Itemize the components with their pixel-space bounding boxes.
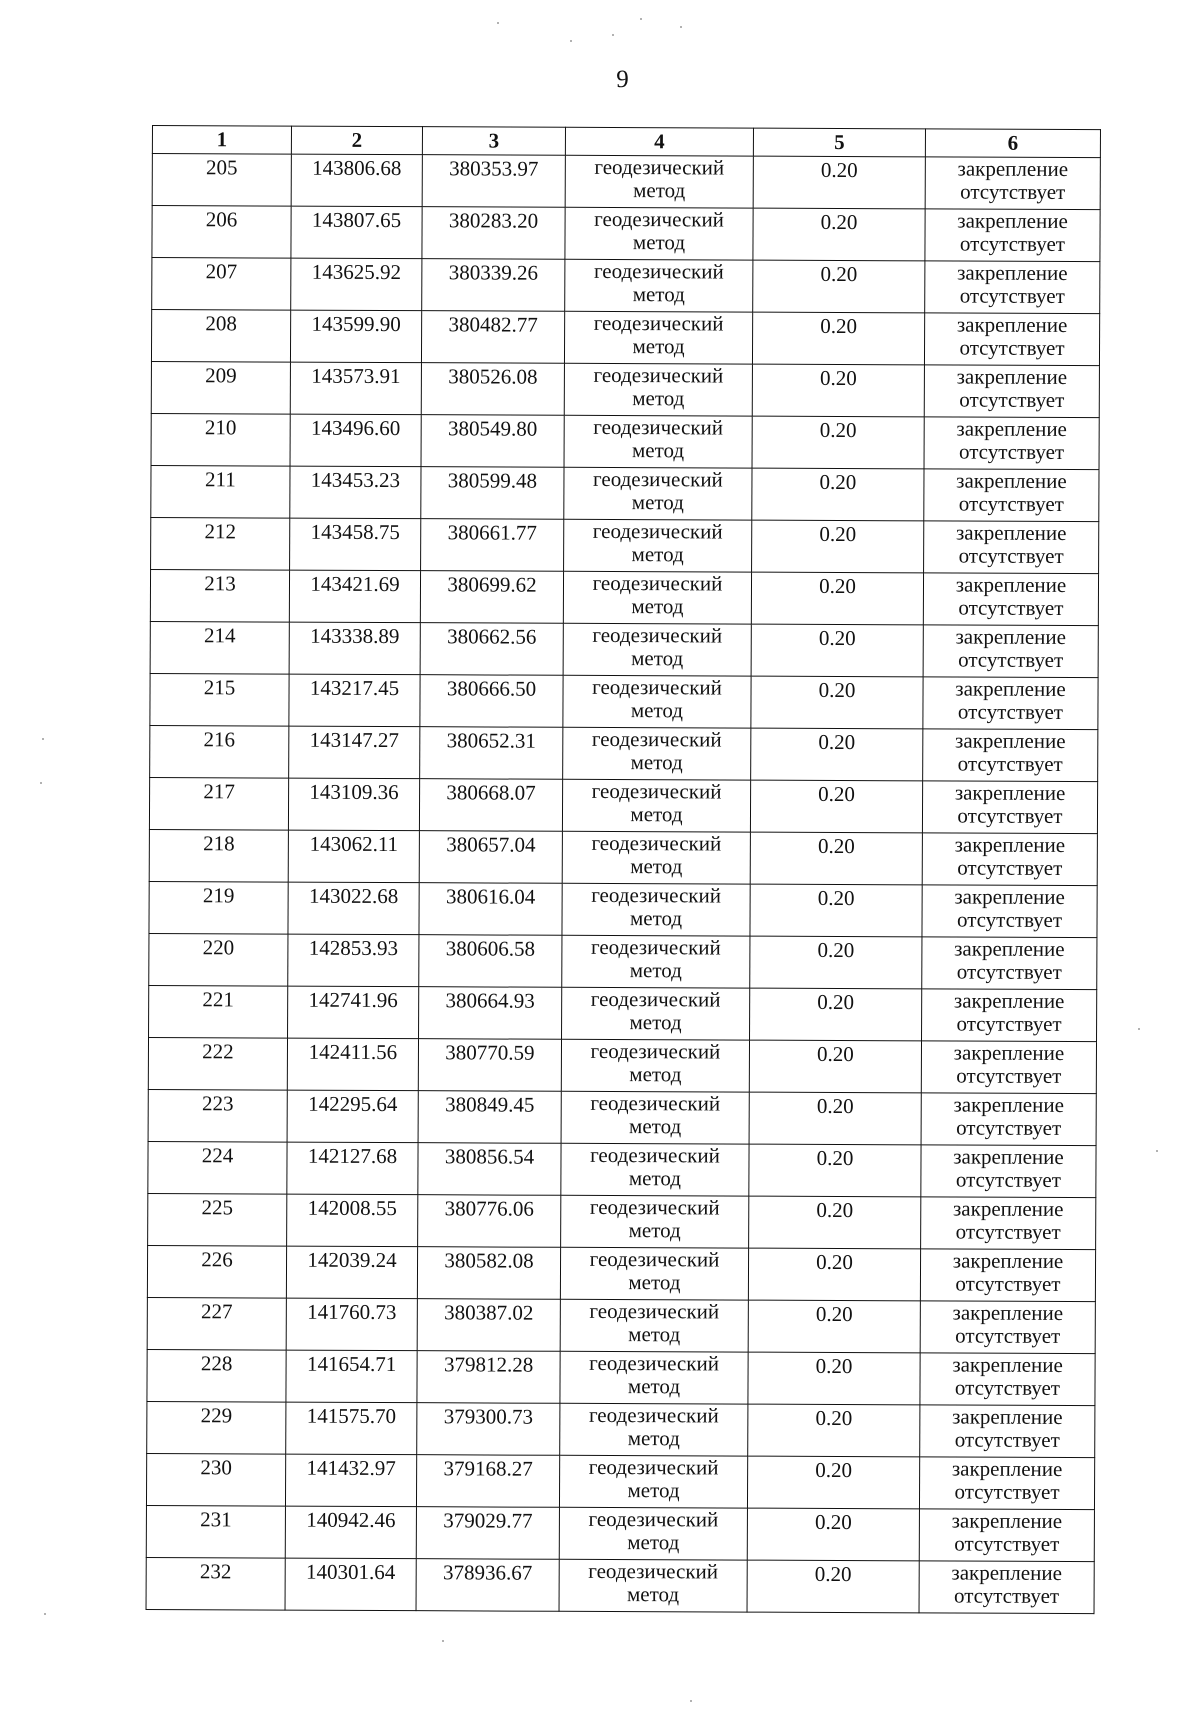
column-header-5: 5 bbox=[753, 128, 925, 157]
coordinate-x-cell: 143806.68 bbox=[291, 154, 422, 207]
method-cell: геодезический метод bbox=[562, 779, 750, 832]
coordinate-y-cell: 380662.56 bbox=[420, 623, 563, 676]
coordinate-y-cell: 380526.08 bbox=[421, 363, 564, 416]
fixing-description-cell: закрепление отсутствует bbox=[919, 1457, 1094, 1510]
point-number-cell: 214 bbox=[150, 621, 289, 674]
fixing-description-cell: закрепление отсутствует bbox=[920, 1301, 1095, 1354]
accuracy-cell: 0.20 bbox=[749, 1144, 921, 1197]
accuracy-cell: 0.20 bbox=[750, 832, 922, 885]
scan-speck bbox=[680, 26, 682, 28]
method-cell: геодезический метод bbox=[559, 1455, 747, 1508]
method-cell: геодезический метод bbox=[562, 883, 750, 936]
table-row bbox=[146, 1557, 1094, 1613]
method-cell: геодезический метод bbox=[564, 519, 752, 572]
coordinate-x-cell: 143807.65 bbox=[291, 206, 422, 259]
table-row bbox=[147, 1297, 1095, 1353]
coordinate-x-cell: 142127.68 bbox=[287, 1142, 418, 1195]
scan-speck bbox=[442, 1640, 444, 1642]
accuracy-cell: 0.20 bbox=[752, 520, 924, 573]
fixing-description-cell: закрепление отсутствует bbox=[919, 1561, 1094, 1614]
fixing-description-cell: закрепление отсутствует bbox=[925, 261, 1100, 314]
table-body bbox=[146, 154, 1100, 1614]
column-header-3: 3 bbox=[422, 127, 565, 156]
accuracy-cell: 0.20 bbox=[747, 1508, 919, 1561]
accuracy-cell: 0.20 bbox=[751, 728, 923, 781]
method-cell: геодезический метод bbox=[563, 571, 751, 624]
coordinate-x-cell: 143453.23 bbox=[290, 466, 421, 519]
table-row bbox=[150, 621, 1098, 677]
point-number-cell: 216 bbox=[150, 725, 289, 778]
method-cell: геодезический метод bbox=[564, 467, 752, 520]
coordinate-y-cell: 378936.67 bbox=[416, 1559, 559, 1612]
coordinate-y-cell: 380353.97 bbox=[422, 155, 565, 208]
accuracy-cell: 0.20 bbox=[751, 624, 923, 677]
table-row bbox=[151, 465, 1099, 521]
method-cell: геодезический метод bbox=[560, 1247, 748, 1300]
accuracy-cell: 0.20 bbox=[751, 676, 923, 729]
method-cell: геодезический метод bbox=[562, 935, 750, 988]
method-cell: геодезический метод bbox=[560, 1403, 748, 1456]
coordinate-x-cell: 141654.71 bbox=[286, 1350, 417, 1403]
method-cell: геодезический метод bbox=[563, 727, 751, 780]
accuracy-cell: 0.20 bbox=[750, 936, 922, 989]
point-number-cell: 206 bbox=[152, 206, 291, 259]
accuracy-cell: 0.20 bbox=[752, 312, 924, 365]
fixing-description-cell: закрепление отсутствует bbox=[922, 833, 1097, 886]
point-number-cell: 218 bbox=[149, 829, 288, 882]
fixing-description-cell: закрепление отсутствует bbox=[924, 365, 1099, 418]
coordinate-x-cell: 143573.91 bbox=[290, 362, 421, 415]
column-header-1: 1 bbox=[152, 126, 291, 155]
point-number-cell: 219 bbox=[149, 881, 288, 934]
method-cell: геодезический метод bbox=[561, 1039, 749, 1092]
table-row bbox=[148, 1037, 1096, 1093]
fixing-description-cell: закрепление отсутствует bbox=[920, 1249, 1095, 1302]
table-row bbox=[151, 361, 1099, 417]
fixing-description-cell: закрепление отсутствует bbox=[923, 625, 1098, 678]
method-cell: геодезический метод bbox=[564, 311, 752, 364]
method-cell: геодезический метод bbox=[565, 155, 753, 208]
coordinate-y-cell: 380776.06 bbox=[418, 1195, 561, 1248]
point-number-cell: 220 bbox=[149, 933, 288, 986]
coordinate-y-cell: 380482.77 bbox=[421, 311, 564, 364]
table-row bbox=[151, 310, 1099, 366]
fixing-description-cell: закрепление отсутствует bbox=[922, 937, 1097, 990]
coordinate-x-cell: 141432.97 bbox=[285, 1454, 416, 1507]
accuracy-cell: 0.20 bbox=[749, 1092, 921, 1145]
point-number-cell: 212 bbox=[151, 517, 290, 570]
accuracy-cell: 0.20 bbox=[748, 1404, 920, 1457]
coordinate-x-cell: 143599.90 bbox=[290, 310, 421, 363]
table-row bbox=[151, 517, 1099, 573]
method-cell: геодезический метод bbox=[559, 1507, 747, 1560]
method-cell: геодезический метод bbox=[565, 207, 753, 260]
accuracy-cell: 0.20 bbox=[751, 572, 923, 625]
method-cell: геодезический метод bbox=[564, 415, 752, 468]
fixing-description-cell: закрепление отсутствует bbox=[919, 1509, 1094, 1562]
table-row bbox=[149, 985, 1097, 1041]
method-cell: геодезический метод bbox=[561, 1143, 749, 1196]
table-header-row bbox=[152, 126, 1100, 158]
coordinate-y-cell: 379300.73 bbox=[417, 1403, 560, 1456]
fixing-description-cell: закрепление отсутствует bbox=[923, 573, 1098, 626]
point-number-cell: 209 bbox=[151, 361, 290, 414]
method-cell: геодезический метод bbox=[560, 1351, 748, 1404]
coordinate-y-cell: 380856.54 bbox=[418, 1143, 561, 1196]
coordinate-y-cell: 380668.07 bbox=[419, 779, 562, 832]
point-number-cell: 223 bbox=[148, 1089, 287, 1142]
column-header-2: 2 bbox=[291, 126, 422, 155]
coordinate-x-cell: 142411.56 bbox=[287, 1038, 418, 1091]
point-number-cell: 213 bbox=[150, 569, 289, 622]
table-row bbox=[146, 1505, 1094, 1561]
coordinate-y-cell: 380657.04 bbox=[419, 831, 562, 884]
accuracy-cell: 0.20 bbox=[747, 1560, 919, 1613]
scan-speck bbox=[570, 40, 572, 42]
coordinate-x-cell: 143496.60 bbox=[290, 414, 421, 467]
method-cell: геодезический метод bbox=[560, 1299, 748, 1352]
coordinate-y-cell: 380616.04 bbox=[419, 883, 562, 936]
point-number-cell: 224 bbox=[148, 1141, 287, 1194]
coordinate-y-cell: 380666.50 bbox=[420, 675, 563, 728]
table-row bbox=[147, 1349, 1095, 1405]
table-row bbox=[149, 933, 1097, 989]
coordinate-y-cell: 380849.45 bbox=[418, 1091, 561, 1144]
table-row bbox=[149, 829, 1097, 885]
coordinate-x-cell: 143458.75 bbox=[290, 518, 421, 571]
method-cell: геодезический метод bbox=[561, 1195, 749, 1248]
table-row bbox=[150, 725, 1098, 781]
coordinate-x-cell: 142039.24 bbox=[286, 1246, 417, 1299]
fixing-description-cell: закрепление отсутствует bbox=[920, 1405, 1095, 1458]
point-number-cell: 210 bbox=[151, 413, 290, 466]
table-row bbox=[146, 1453, 1094, 1509]
coordinate-y-cell: 380387.02 bbox=[417, 1299, 560, 1352]
point-number-cell: 227 bbox=[147, 1297, 286, 1350]
fixing-description-cell: закрепление отсутствует bbox=[921, 1093, 1096, 1146]
coordinate-y-cell: 380283.20 bbox=[422, 207, 565, 260]
coordinate-y-cell: 380699.62 bbox=[420, 571, 563, 624]
point-number-cell: 222 bbox=[148, 1037, 287, 1090]
table-row bbox=[150, 673, 1098, 729]
point-number-cell: 217 bbox=[149, 777, 288, 830]
table-row bbox=[148, 1193, 1096, 1249]
coordinate-x-cell: 143147.27 bbox=[289, 726, 420, 779]
coordinate-x-cell: 142008.55 bbox=[287, 1194, 418, 1247]
table-row bbox=[152, 258, 1100, 314]
column-header-4: 4 bbox=[565, 127, 753, 156]
method-cell: геодезический метод bbox=[563, 675, 751, 728]
accuracy-cell: 0.20 bbox=[748, 1300, 920, 1353]
page-number: 9 bbox=[616, 66, 629, 93]
coordinate-y-cell: 380339.26 bbox=[422, 259, 565, 312]
scan-speck bbox=[1156, 1150, 1158, 1152]
table-row bbox=[149, 881, 1097, 937]
scan-speck bbox=[44, 1613, 46, 1615]
coordinate-y-cell: 379168.27 bbox=[416, 1455, 559, 1508]
table-row bbox=[151, 413, 1099, 469]
method-cell: геодезический метод bbox=[564, 363, 752, 416]
coordinate-y-cell: 380770.59 bbox=[418, 1039, 561, 1092]
table-row bbox=[148, 1089, 1096, 1145]
coordinate-x-cell: 140301.64 bbox=[285, 1558, 416, 1611]
method-cell: геодезический метод bbox=[563, 623, 751, 676]
accuracy-cell: 0.20 bbox=[747, 1456, 919, 1509]
coordinate-x-cell: 142741.96 bbox=[288, 986, 419, 1039]
column-header-6: 6 bbox=[925, 129, 1100, 158]
accuracy-cell: 0.20 bbox=[749, 1040, 921, 1093]
point-number-cell: 229 bbox=[147, 1401, 286, 1454]
accuracy-cell: 0.20 bbox=[753, 156, 925, 209]
accuracy-cell: 0.20 bbox=[748, 1248, 920, 1301]
coordinate-x-cell: 143022.68 bbox=[288, 882, 419, 935]
table-row bbox=[150, 569, 1098, 625]
coordinate-y-cell: 380606.58 bbox=[419, 935, 562, 988]
table-row bbox=[149, 777, 1097, 833]
method-cell: геодезический метод bbox=[561, 1091, 749, 1144]
fixing-description-cell: закрепление отсутствует bbox=[921, 1041, 1096, 1094]
coordinate-y-cell: 380599.48 bbox=[421, 467, 564, 520]
scan-speck bbox=[640, 18, 642, 20]
accuracy-cell: 0.20 bbox=[750, 884, 922, 937]
fixing-description-cell: закрепление отсутствует bbox=[923, 677, 1098, 730]
coordinate-x-cell: 143625.92 bbox=[291, 258, 422, 311]
point-number-cell: 208 bbox=[151, 310, 290, 363]
coordinate-y-cell: 379812.28 bbox=[417, 1351, 560, 1404]
coordinate-x-cell: 143217.45 bbox=[289, 674, 420, 727]
point-number-cell: 226 bbox=[147, 1245, 286, 1298]
coordinate-x-cell: 141760.73 bbox=[286, 1298, 417, 1351]
coordinate-y-cell: 380582.08 bbox=[417, 1247, 560, 1300]
coordinate-x-cell: 140942.46 bbox=[285, 1506, 416, 1559]
coordinate-x-cell: 142853.93 bbox=[288, 934, 419, 987]
fixing-description-cell: закрепление отсутствует bbox=[924, 521, 1099, 574]
coordinate-x-cell: 143421.69 bbox=[289, 570, 420, 623]
table-row bbox=[148, 1141, 1096, 1197]
coordinate-y-cell: 379029.77 bbox=[416, 1507, 559, 1560]
accuracy-cell: 0.20 bbox=[753, 208, 925, 261]
accuracy-cell: 0.20 bbox=[748, 1352, 920, 1405]
method-cell: геодезический метод bbox=[559, 1559, 747, 1612]
coordinate-x-cell: 143062.11 bbox=[288, 830, 419, 883]
fixing-description-cell: закрепление отсутствует bbox=[921, 1197, 1096, 1250]
point-number-cell: 231 bbox=[146, 1505, 285, 1558]
scan-speck bbox=[497, 22, 499, 24]
coordinate-x-cell: 142295.64 bbox=[287, 1090, 418, 1143]
fixing-description-cell: закрепление отсутствует bbox=[922, 781, 1097, 834]
table-row bbox=[147, 1401, 1095, 1457]
coordinate-x-cell: 141575.70 bbox=[286, 1402, 417, 1455]
coordinate-y-cell: 380664.93 bbox=[419, 987, 562, 1040]
accuracy-cell: 0.20 bbox=[752, 364, 924, 417]
point-number-cell: 221 bbox=[149, 985, 288, 1038]
fixing-description-cell: закрепление отсутствует bbox=[924, 417, 1099, 470]
scan-speck bbox=[690, 1700, 692, 1702]
coordinate-y-cell: 380652.31 bbox=[420, 727, 563, 780]
point-number-cell: 232 bbox=[146, 1557, 285, 1610]
point-number-cell: 225 bbox=[148, 1193, 287, 1246]
fixing-description-cell: закрепление отсутствует bbox=[924, 313, 1099, 366]
method-cell: геодезический метод bbox=[562, 987, 750, 1040]
accuracy-cell: 0.20 bbox=[752, 468, 924, 521]
accuracy-cell: 0.20 bbox=[752, 416, 924, 469]
fixing-description-cell: закрепление отсутствует bbox=[921, 1145, 1096, 1198]
scan-speck bbox=[612, 34, 614, 36]
fixing-description-cell: закрепление отсутствует bbox=[924, 469, 1099, 522]
coordinate-x-cell: 143338.89 bbox=[289, 622, 420, 675]
fixing-description-cell: закрепление отсутствует bbox=[922, 885, 1097, 938]
point-number-cell: 230 bbox=[146, 1453, 285, 1506]
table-row bbox=[152, 154, 1100, 210]
point-number-cell: 215 bbox=[150, 673, 289, 726]
scan-speck bbox=[1138, 1028, 1140, 1030]
accuracy-cell: 0.20 bbox=[753, 260, 925, 313]
fixing-description-cell: закрепление отсутствует bbox=[920, 1353, 1095, 1406]
point-number-cell: 211 bbox=[151, 465, 290, 518]
coordinates-table bbox=[146, 125, 1101, 1614]
fixing-description-cell: закрепление отсутствует bbox=[923, 729, 1098, 782]
coordinate-y-cell: 380661.77 bbox=[421, 519, 564, 572]
method-cell: геодезический метод bbox=[562, 831, 750, 884]
accuracy-cell: 0.20 bbox=[750, 988, 922, 1041]
accuracy-cell: 0.20 bbox=[750, 780, 922, 833]
accuracy-cell: 0.20 bbox=[749, 1196, 921, 1249]
method-cell: геодезический метод bbox=[565, 259, 753, 312]
scan-speck bbox=[42, 738, 44, 740]
point-number-cell: 205 bbox=[152, 154, 291, 207]
coordinate-x-cell: 143109.36 bbox=[288, 778, 419, 831]
coordinate-y-cell: 380549.80 bbox=[421, 415, 564, 468]
point-number-cell: 207 bbox=[152, 258, 291, 311]
fixing-description-cell: закрепление отсутствует bbox=[925, 209, 1100, 262]
table-row bbox=[152, 206, 1100, 262]
fixing-description-cell: закрепление отсутствует bbox=[922, 989, 1097, 1042]
scan-speck bbox=[40, 782, 42, 784]
point-number-cell: 228 bbox=[147, 1349, 286, 1402]
fixing-description-cell: закрепление отсутствует bbox=[925, 157, 1100, 210]
table-row bbox=[147, 1245, 1095, 1301]
